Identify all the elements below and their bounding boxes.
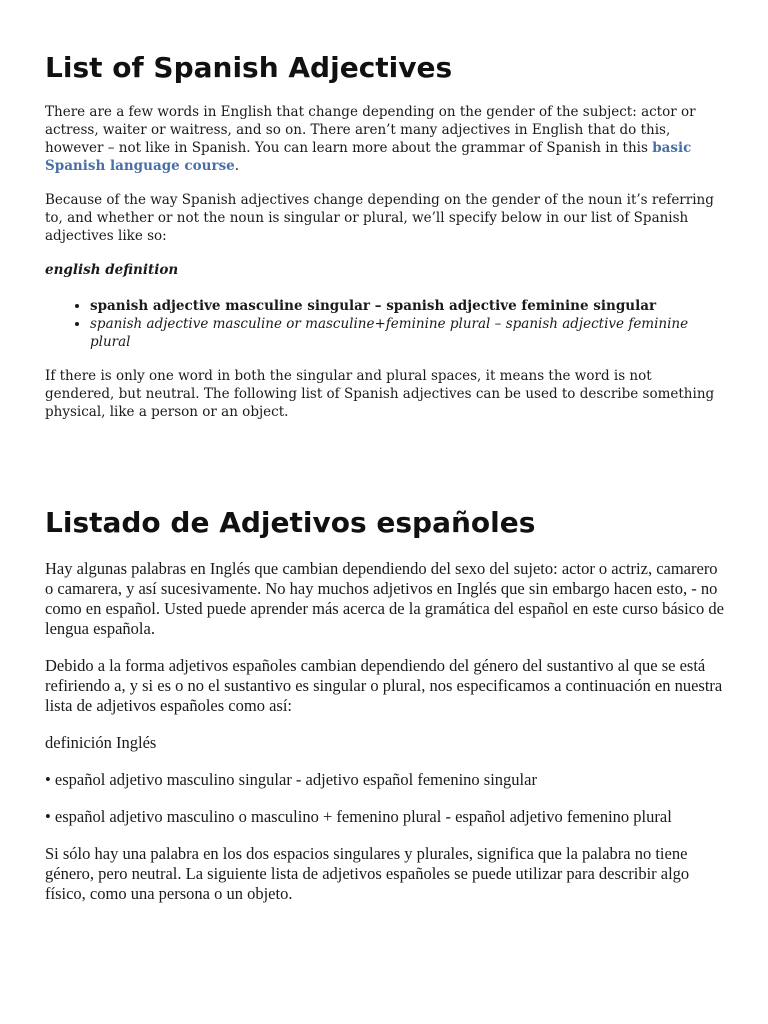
english-format-list xyxy=(45,297,725,351)
english-format-paragraph: Because of the way Spanish adjectives change depending on the gender of the noun it’s referring to, and whether or not the noun is singular or plural, we’ll specify below in our list of Spanish adjectives like so: xyxy=(45,192,714,244)
english-section xyxy=(45,50,725,437)
english-definition-label: english definition xyxy=(45,262,179,278)
english-intro-paragraph xyxy=(45,103,725,175)
spanish-format-paragraph: Debido a la forma adjetivos españoles cambian dependiendo del género del sustantivo al que se está refiriendo a, y si es o no el sustantivo es singular o plural, nos especificamos a continuación en nuestra lista de adjetivos españoles como así: xyxy=(45,656,723,715)
basic-spanish-course-link[interactable]: basic Spanish language course xyxy=(45,140,692,174)
spanish-section xyxy=(45,505,725,921)
format-singular-item: • spanish adjective masculine singular – spanish adjective feminine singular xyxy=(90,297,725,315)
spanish-singular-bullet: • español adjetivo masculino singular - adjetivo español femenino singular xyxy=(45,770,537,789)
format-plural-item: • spanish adjective masculine or masculine+feminine plural – spanish adjective feminine plural xyxy=(90,315,725,351)
spanish-neutral-paragraph: Si sólo hay una palabra en los dos espacios singulares y plurales, significa que la palabra no tiene género, pero neutral. La siguiente lista de adjetivos españoles se puede utilizar para describir algo físico, como una persona o un objeto. xyxy=(45,844,690,903)
spanish-plural-bullet: • español adjetivo masculino o masculino + femenino plural - español adjetivo femenino plural xyxy=(45,807,672,826)
english-title: List of Spanish Adjectives xyxy=(45,51,453,84)
english-neutral-paragraph: If there is only one word in both the singular and plural spaces, it means the word is not gendered, but neutral. The following list of Spanish adjectives can be used to describe something physical, like a person or an object. xyxy=(45,368,715,420)
spanish-title: Listado de Adjetivos españoles xyxy=(45,506,536,539)
spanish-intro-paragraph: Hay algunas palabras en Inglés que cambian dependiendo del sexo del sujeto: actor o actriz, camarero o camarera, y así sucesivamente. No hay muchos adjetivos en Inglés que sin embargo hacen esto, - no como en español. Usted puede aprender más acerca de la gramática del español en este curso básico de lengua española. xyxy=(45,559,724,638)
english-intro-end: . xyxy=(234,158,240,174)
spanish-definition-label: definición Inglés xyxy=(45,733,157,752)
english-intro-text: There are a few words in English that change depending on the gender of the subject: actor or actress, waiter or waitress, and so on. There aren’t many adjectives in English that do this, however – not like in Spanish. You can learn more about the grammar of Spanish in this xyxy=(45,104,696,156)
